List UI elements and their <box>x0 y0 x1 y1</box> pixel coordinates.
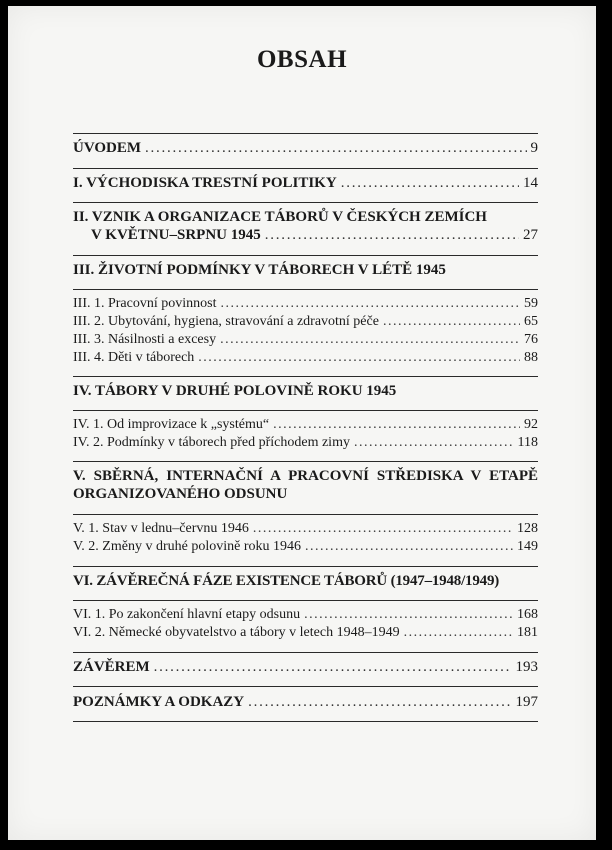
toc-entry-title: VI. 2. Německé obyvatelstvo a tábory v letech 1948–1949 <box>73 625 400 640</box>
divider <box>73 289 538 290</box>
dot-leader <box>145 140 526 157</box>
divider <box>73 514 538 515</box>
divider <box>73 600 538 601</box>
toc-entry-page: 14 <box>523 175 538 191</box>
toc-chapter-5-heading-line1[interactable]: V. SBĚRNÁ, INTERNAČNÍ A PRACOVNÍ STŘEDISKA V ETAPĚ <box>73 468 538 484</box>
toc-entry-6-2[interactable] <box>73 625 538 641</box>
toc-entry-title: IV. 1. Od improvizace k „systému“ <box>73 417 270 432</box>
toc-entry-poznamky[interactable] <box>73 694 538 711</box>
toc-entry-6-1[interactable] <box>73 607 538 623</box>
dot-leader <box>404 625 513 641</box>
dot-leader <box>154 659 512 676</box>
toc-entry-page: 193 <box>515 659 538 675</box>
dot-leader <box>354 435 514 451</box>
toc-entry-page: 59 <box>524 296 538 311</box>
toc-entry-3-1[interactable] <box>73 296 538 312</box>
toc-entry-3-2[interactable] <box>73 314 538 330</box>
toc-entry-chapter-2[interactable] <box>91 227 538 244</box>
toc-entry-page: 181 <box>517 625 538 640</box>
toc-entry-title: ZÁVĚREM <box>73 659 150 675</box>
toc-entry-5-1[interactable] <box>73 521 538 537</box>
toc-entry-page: 65 <box>524 314 538 329</box>
toc-entry-4-1[interactable] <box>73 417 538 433</box>
divider <box>73 133 538 134</box>
divider <box>73 721 538 722</box>
toc-entry-title: III. 3. Násilnosti a excesy <box>73 332 217 347</box>
toc-entry-3-4[interactable] <box>73 350 538 366</box>
dot-leader <box>383 314 520 330</box>
dot-leader <box>341 175 519 192</box>
toc-entry-title: I. VÝCHODISKA TRESTNÍ POLITIKY <box>73 175 337 191</box>
dot-leader <box>248 694 511 711</box>
dot-leader <box>265 227 519 244</box>
divider <box>73 410 538 411</box>
toc-entry-page: 88 <box>524 350 538 365</box>
dot-leader <box>220 296 520 312</box>
toc-entry-title: II. VZNIK A ORGANIZACE TÁBORŮ V ČESKÝCH ZEMÍCH <box>73 209 487 225</box>
toc-entry-title: VI. 1. Po zakončení hlavní etapy odsunu <box>73 607 301 622</box>
toc-entry-page: 9 <box>530 140 538 156</box>
toc-entry-title: V. 2. Změny v druhé polovině roku 1946 <box>73 539 301 554</box>
toc-entry-4-2[interactable] <box>73 435 538 451</box>
book-page <box>8 6 596 840</box>
divider <box>73 461 538 462</box>
toc-entry-page: 197 <box>515 694 538 710</box>
divider <box>73 652 538 653</box>
page-title: OBSAH <box>256 46 348 73</box>
toc-entry-page: 76 <box>524 332 538 347</box>
toc-entry-title: ÚVODEM <box>73 140 142 156</box>
toc-entry-page: 27 <box>523 227 538 243</box>
divider <box>73 168 538 169</box>
dot-leader <box>304 607 513 623</box>
dot-leader <box>253 521 513 537</box>
divider <box>73 686 538 687</box>
dot-leader <box>305 539 513 555</box>
dot-leader <box>273 417 520 433</box>
toc-chapter-6-heading[interactable]: VI. ZÁVĚREČNÁ FÁZE EXISTENCE TÁBORŮ (1947–1948/1949) <box>73 573 500 589</box>
toc-chapter-5-heading-line2[interactable]: ORGANIZOVANÉHO ODSUNU <box>73 486 288 502</box>
toc-entry-title: III. 1. Pracovní povinnost <box>73 296 217 311</box>
toc-entry-title: V KVĚTNU–SRPNU 1945 <box>91 227 261 243</box>
toc-entry-title: POZNÁMKY A ODKAZY <box>73 694 245 710</box>
toc-entry-chapter-1[interactable] <box>73 175 538 192</box>
divider <box>73 376 538 377</box>
divider <box>73 566 538 567</box>
toc-entry-title: IV. 2. Podmínky v táborech před příchodem zimy <box>73 435 350 450</box>
divider <box>73 255 538 256</box>
toc-entry-page: 128 <box>517 521 538 536</box>
toc-entry-title: III. 2. Ubytování, hygiena, stravování a zdravotní péče <box>73 314 379 329</box>
toc-entry-page: 92 <box>524 417 538 432</box>
toc-entry-uvodem[interactable] <box>73 140 538 157</box>
toc-entry-title: III. 4. Děti v táborech <box>73 350 195 365</box>
toc-entry-page: 118 <box>517 435 538 450</box>
toc-entry-5-2[interactable] <box>73 539 538 555</box>
toc-entry-page: 149 <box>517 539 538 554</box>
toc-entry-chapter-2-line1[interactable] <box>73 209 538 226</box>
toc-entry-zaverem[interactable] <box>73 659 538 676</box>
divider <box>73 202 538 203</box>
dot-leader <box>198 350 520 366</box>
toc-chapter-3-heading[interactable]: III. ŽIVOTNÍ PODMÍNKY V TÁBORECH V LÉTĚ 1945 <box>73 262 446 278</box>
dot-leader <box>220 332 520 348</box>
toc-entry-page: 168 <box>517 607 538 622</box>
toc-entry-title: V. 1. Stav v lednu–červnu 1946 <box>73 521 249 536</box>
toc-entry-3-3[interactable] <box>73 332 538 348</box>
toc-chapter-4-heading[interactable]: IV. TÁBORY V DRUHÉ POLOVINĚ ROKU 1945 <box>73 383 397 399</box>
